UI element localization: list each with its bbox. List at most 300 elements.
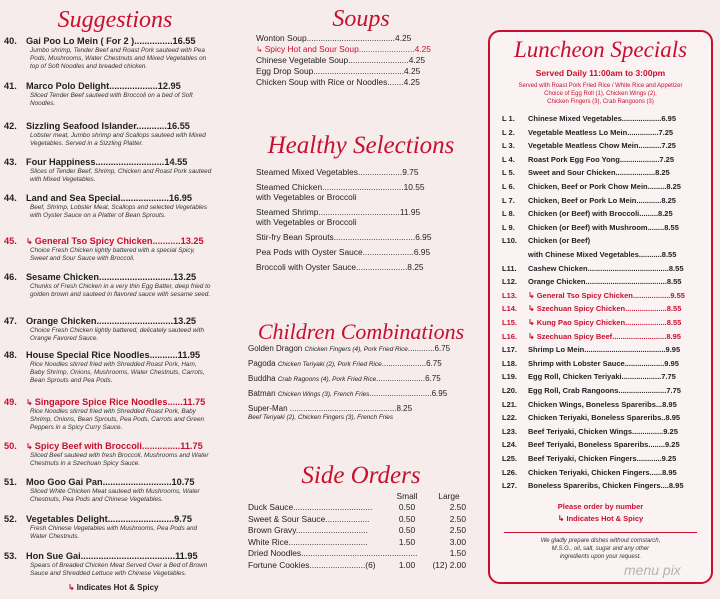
luncheon-item-price: 8.25 [661,195,676,205]
luncheon-item-number: L19. [502,372,518,382]
soup-price: 4.25 [408,55,426,65]
luncheon-item-number: L 8. [502,209,515,219]
luncheon-item-name: Shrimp with Lobster Sauce [528,358,625,368]
menu-item-dots: ..................................... [80,551,176,561]
luncheon-item-number: L 3. [502,141,515,151]
luncheon-column [484,0,720,599]
soup-item [256,55,470,65]
menu-item-name: Sizzling Seafood Islander [26,121,137,131]
menu-item-desc: Chunks of Fresh Chicken in a very thin Egg Batter, deep fried to golden brown and sauteed in flavored sauce with sesame seed. [30,283,211,298]
children-name: Golden Dragon [248,344,305,353]
menu-item-price: 10.75 [171,477,195,487]
menu-item-price: 13.25 [173,316,197,326]
healthy-name: Pea Pods with Oyster Sauce [256,247,363,257]
soup-item [256,77,470,87]
soup-item [256,44,470,55]
pepper-icon: ↳ [557,514,565,523]
menu-item-title [0,514,230,525]
luncheon-item-number: L 9. [502,222,515,232]
menu-item-title [0,121,230,132]
healthy-item [256,167,470,177]
children-item [248,404,462,414]
luncheon-item [502,386,706,396]
menu-item-number: 52. [4,514,17,524]
luncheon-item-dots: ......... [639,209,659,219]
luncheon-item [502,332,706,342]
menu-item-title [0,477,230,488]
suggestions-column [0,0,240,599]
served-hours: Served Daily 11:00am to 3:00pm [535,68,666,78]
pepper-icon: ↳ [26,237,33,246]
menu-item [0,193,230,220]
luncheon-item [502,182,706,192]
menu-item-price: 16.55 [172,36,196,46]
luncheon-item-name: Chicken, Beef or Pork Lo Mein [528,195,637,205]
luncheon-item-dots: ....................................... [584,345,666,355]
menu-item-desc: Choice Fresh Chicken lightly battered with a special Spicy, Sweet and Sour Sauce with Broccoli. [30,247,196,262]
luncheon-item [502,264,706,274]
luncheon-sub-text: with Chinese Mixed Vegetables [528,250,639,259]
children-price: 6.75 [434,344,451,353]
luncheon-item-price: 8.55 [666,277,682,287]
menu-item-name: Moo Goo Gai Pan [26,477,103,487]
healthy-item [256,207,470,217]
children-item [248,374,462,385]
menu-item-price: 16.55 [166,121,190,131]
luncheon-item-number: L12. [502,277,518,287]
healthy-name: Steamed Shrimp [256,207,319,217]
luncheon-item [502,223,706,233]
healthy-price: 11.95 [399,207,421,217]
luncheon-item-number: L24. [502,440,518,450]
menu-item-title [0,193,230,204]
luncheon-item-price: 6.95 [661,114,676,123]
side-small: 0.50 [398,525,416,535]
luncheon-item-name: Beef Teriyaki, Boneless Spareribs [528,440,649,450]
soup-name: Chinese Vegetable Soup [256,55,349,65]
menu-item-number: 50. [4,441,17,451]
menu-item-desc: Sliced White Chicken Meat sauteed with Mushrooms, Water Chestnuts, Pea Pods and Chinese Vegetables. [30,488,200,503]
children-dots: ................................................ [289,404,397,413]
middle-column [242,0,480,599]
luncheon-item-dots: ...... [649,467,663,477]
luncheon-item-number: L 5. [502,168,515,178]
menu-item-name: House Special Rice Noodles [26,350,150,360]
menu-item-name: Marco Polo Delight [26,81,110,91]
luncheon-item-name: Egg Roll, Crab Rangoons [528,386,619,395]
side-item [248,548,418,558]
healthy-item [256,232,470,242]
menu-item-dots: ............ [136,121,167,131]
soup-name: Wonton Soup [256,33,307,43]
luncheon-item-price: 8.55 [668,263,684,273]
col-large-header: Large [438,491,460,501]
children-name: Pagoda [248,359,278,368]
luncheon-hot-legend [490,514,711,523]
side-large: 3.00 [449,536,466,547]
luncheon-sub-dots: ........... [638,250,662,259]
luncheon-item-price: 8.95 [665,413,681,423]
menu-item-desc: Rice Noodles stirred fried with Shredded Roast Pork, Ham, Baby Shrimp, Onions, Mushrooms, Water Chestnuts, Carrots, Bean Sprouts and Pea Pods. [30,361,205,384]
children-item [248,344,462,355]
side-dots: ........................(6) [309,559,376,570]
luncheon-item-number: L21. [502,399,518,409]
side-small: 1.00 [398,559,416,570]
luncheon-item-dots: ........... [638,141,662,151]
luncheon-item-dots: .... [660,481,669,491]
menu-item-desc: Rice Noodles stirred fried with Shredded Roast Pork, Baby Shrimp, Onions, Bean Sprouts, Pea Pods, Carrots and Green Peppers in a Spicy Curry Sauce. [30,408,205,431]
menu-item-number: 45. [4,236,17,246]
menu-item-price: 13.25 [173,272,197,282]
menu-item [0,36,230,71]
luncheon-item-name: Vegetable Meatless Lo Mein [528,127,628,137]
luncheon-item [502,413,706,423]
luncheon-item-dots: ........ [647,222,665,232]
col-small-header: Small [396,491,418,501]
luncheon-item-price: 9.25 [663,426,678,436]
menu-item-desc: Lobster meat, Jumbo shrimp and Scallops sauteed with Mixed Vegetables. Served in a Sizzling Platter. [30,132,206,147]
luncheon-item-name: Roast Pork Egg Foo Yong [528,154,620,164]
luncheon-item-name: Beef Teriyaki, Chicken Wings [528,426,632,436]
soup-price: 4.25 [414,44,431,54]
luncheon-item-dots: .......................... [612,331,667,341]
luncheon-item-number: L13. [502,290,518,300]
pepper-icon: ↳ [528,290,535,300]
luncheon-item [502,304,706,314]
menu-item-dots: ................... [109,81,158,91]
healthy-dots: ...................... [356,262,408,272]
menu-item-name: Vegetables Delight [26,514,108,524]
luncheon-item [502,128,706,138]
healthy-name: Broccoli with Oyster Sauce [256,262,357,272]
luncheon-item-sub [502,250,706,260]
menu-item [0,236,230,263]
luncheon-item-dots: ................... [621,114,662,123]
menu-item-number: 42. [4,121,17,131]
luncheon-item-dots: .. [661,413,666,423]
menu-item-number: 51. [4,477,17,487]
side-name: White Rice [248,536,289,547]
side-large: 2.50 [449,525,466,535]
luncheon-item [502,196,706,206]
menu-item-dots: ........................... [95,157,165,167]
luncheon-note-3: Chicken Fingers (3), Crab Rangoons (3) [547,99,654,105]
menu-item-dots: .............................. [96,316,174,326]
side-large: 2.50 [449,513,466,524]
suggestions-title: Suggestions [57,7,173,33]
soup-price: 4.25 [395,33,412,43]
menu-item [0,477,230,504]
side-large: 2.50 [449,502,466,512]
luncheon-sub-price: 8.55 [661,250,677,259]
side-dots: .................................. [293,502,373,512]
menu-item-number: 46. [4,272,17,282]
luncheon-note-1: Served with Roast Pork Fried Rice / White Rice and Appetizer [518,83,683,89]
pepper-icon: ↳ [256,45,263,54]
luncheon-item-dots: ................... [619,154,660,164]
menu-item-name: General Tso Spicy Chicken [34,236,153,246]
pepper-icon: ↳ [26,442,33,451]
luncheon-item-price: 8.95 [662,399,677,409]
luncheon-item-dots: ....................................... [587,263,669,273]
healthy-name: Steamed Chicken [256,182,323,192]
menu-item-dots: ...... [167,397,183,407]
soup-name: Chicken Soup with Rice or Noodles [256,77,388,87]
luncheon-item-dots: ............... [627,127,659,137]
side-dots: ................... [325,513,370,524]
healthy-price: 10.55 [403,182,425,192]
luncheon-item-dots: ....................................... [585,277,667,287]
menu-item-desc: Slices of Tender Beef, Shrimp, Chicken and Roast Pork sauteed with Mixed Vegetables. [30,168,212,183]
luncheon-item-price: 9.55 [670,290,685,300]
healthy-item [256,247,470,257]
healthy-sub: with Vegetables or Broccoli [256,192,357,202]
luncheon-item-number: L10. [502,236,518,246]
luncheon-item-name: Shrimp Lo Mein [528,345,585,355]
luncheon-item-price: 7.25 [659,154,675,164]
luncheon-item-price: 8.55 [666,318,682,327]
menu-item-price: 11.75 [182,397,206,407]
side-item [248,560,398,570]
menu-item [0,81,230,108]
children-name: Buddha [248,374,278,383]
soup-dots: ....................................... [313,66,405,76]
menu-item-dots: ........................... [102,477,172,487]
menu-item-desc: Spears of Breaded Chicken Meat Served Over a Bed of Brown Sauce and Shredded Lettuce with Chinese Vegetables. [30,562,208,577]
side-dots: .................................................. [301,548,418,558]
luncheon-item [502,155,706,165]
side-orders-title: Side Orders [301,462,421,489]
luncheon-item-name: Chinese Mixed Vegetables [528,114,622,123]
menu-item-title [0,272,230,283]
side-name: Sweet & Sour Sauce [248,513,326,524]
side-item [248,525,398,535]
menu-item-name: Spicy Beef with Broccoli [34,441,142,451]
luncheon-item-name: General Tso Spicy Chicken [536,290,633,300]
side-item [248,502,398,512]
luncheon-item-number: L 2. [502,127,515,137]
menu-item-name: Hon Sue Gai [26,551,81,561]
healthy-name: Stir-fry Bean Sprouts [256,232,334,242]
menu-item-dots: ............... [141,441,181,451]
menu-item-dots: ................... [120,193,169,203]
luncheon-item-name: Chicken (or Beef) with Broccoli [528,209,640,219]
order-note: Please order by number [557,502,644,511]
luncheon-notes [490,82,711,106]
menu-item-number: 40. [4,36,17,46]
luncheon-item-price: 7.75 [661,372,676,382]
luncheon-item [502,236,706,246]
menu-item-dots: .......................... [107,514,175,524]
luncheon-item-price: 8.25 [658,209,673,219]
soup-dots: .......................... [348,55,409,65]
children-desc: Chicken Wings (3), French Fries [277,391,370,398]
pepper-icon: ↳ [26,398,33,407]
soup-price: 4.25 [403,77,420,87]
menu-item-desc: Fresh Chinese Vegetables with Mushrooms, Pea Pods and Water Chestnuts. [30,525,198,540]
healthy-dots: ................... [357,167,403,177]
menu-item-name: Four Happiness [26,157,96,167]
soup-name: Egg Drop Soup [256,66,314,76]
children-dots: ............ [407,344,435,353]
menu-item-number: 43. [4,157,17,167]
menu-item-title [0,441,230,452]
soup-item [256,66,470,76]
luncheon-item-number: L22. [502,413,518,423]
luncheon-item-number: L 4. [502,154,515,164]
side-name: Duck Sauce [248,502,294,512]
luncheon-item [502,481,706,491]
luncheon-item-number: L27. [502,481,518,491]
side-name: Dried Noodles [248,548,302,558]
menu-item-number: 53. [4,551,17,561]
menu-item-dots: ............... [134,36,173,46]
footer-line-1: We gladly prepare dishes without cornstarch, [540,538,661,544]
luncheon-item-name: Orange Chicken [528,277,586,287]
menu-item-price: 11.75 [180,441,203,451]
children-desc: Crab Ragoons (4), Pork Fried Rice [277,376,377,383]
healthy-dots: ................................... [333,232,416,242]
luncheon-item-name: Vegetable Meatless Chow Mein [528,141,639,151]
luncheon-item-name: Chicken Teriyaki, Boneless Spareribs [528,413,662,423]
menu-item-price: 12.95 [157,81,181,91]
luncheon-item [502,141,706,151]
luncheon-item-dots: ................... [615,168,656,178]
soup-item [256,33,470,43]
children-item [248,359,462,370]
luncheon-item-name: Beef Teriyaki, Chicken Fingers [528,454,637,463]
luncheon-item [502,318,706,328]
luncheon-item [502,468,706,478]
healthy-dots: ................................... [318,207,400,217]
luncheon-item [502,359,706,369]
footer-line-3: ingredients upon your request. [559,554,642,560]
luncheon-item-name: Chicken Teriyaki, Chicken Fingers [528,467,650,477]
menu-item-desc: Beef, Shrimp, Lobster Meat, Scallops and selected Vegetables with Oyster Sauce on a Platter of Bean Sprouts. [30,204,208,219]
luncheon-item-price: 8.55 [664,222,679,232]
children-dots: ............................ [369,389,432,398]
luncheon-item-name: Chicken Wings, Boneless Spareribs [528,399,656,409]
soup-name: Spicy Hot and Sour Soup [264,44,359,54]
menu-item-title [0,316,230,327]
luncheon-footer [490,537,711,561]
luncheon-item-number: L20. [502,386,518,395]
menu-item-name: Orange Chicken [26,316,97,326]
menu-item-title [0,397,230,408]
luncheon-item-price: 8.95 [666,331,681,341]
luncheon-item [502,291,706,301]
pepper-icon: ↳ [528,304,535,314]
luncheon-item-name: Chicken (or Beef) [528,236,591,246]
menu-item-price: 11.95 [175,551,198,561]
luncheon-item-number: L26. [502,467,518,477]
luncheon-item-price: 7.75 [666,386,681,395]
menu-item-dots: ........... [152,236,181,246]
menu-item-desc: Sliced Tender Beef sauteed with Broccoli on a bed of Soft Noodles. [30,92,193,107]
children-title: Children Combinations [257,319,465,344]
side-name: Fortune Cookies [248,559,310,570]
luncheon-item-name: Egg Roll, Chicken Teriyaki [528,372,622,382]
luncheon-item-number: L 6. [502,182,515,191]
menu-item-title [0,350,230,361]
menu-item-title [0,551,230,562]
luncheon-item-dots: ....................... [618,386,667,395]
menu-item-number: 47. [4,316,17,326]
side-large: (12) 2.00 [432,559,466,570]
luncheon-item-price: 9.25 [665,440,680,450]
menu-item-desc: Sliced Beef sauteed with fresh Broccoli, Mushrooms and Water Chestnuts in a Szechuan Spicy Sauce. [30,452,209,467]
menu-item-name: Sesame Chicken [26,272,100,282]
soup-dots: ........................ [358,44,415,54]
menu-item [0,157,230,184]
luncheon-item-name: Boneless Spareribs, Chicken Fingers [528,481,661,491]
luncheon-item-number: L15. [502,318,518,327]
luncheon-item [502,454,706,464]
luncheon-item [502,277,706,287]
hot-legend-text: Indicates Hot & Spicy [76,583,159,592]
luncheon-item [502,168,706,178]
footer-line-2: M.S.G., oil, salt, sugar and any other [551,546,650,552]
pepper-icon: ↳ [528,318,535,327]
menu-item-desc: Choice Fresh Chicken lightly battered, delicately sauteed with Orange Favored Sauce. [30,327,205,342]
menu-item-number: 41. [4,81,17,91]
children-price: 6.75 [425,374,441,383]
children-dots: .................... [381,359,427,368]
side-dots: .................................. [288,536,368,547]
menu-item-title [0,157,230,168]
luncheon-item-price: 8.95 [668,481,684,491]
children-item [248,389,462,400]
menu-item-price: 9.75 [174,514,192,524]
menu-item [0,551,230,578]
luncheon-item-price: 8.55 [666,304,682,314]
side-dots: ............................... [295,525,368,535]
soup-price: 4.25 [404,66,421,76]
healthy-price: 9.75 [402,167,419,177]
pepper-icon: ↳ [528,331,535,341]
luncheon-item-number: L16. [502,331,518,341]
luncheon-item-price: 8.95 [662,467,677,477]
menu-item [0,441,230,468]
luncheon-item-price: 8.25 [666,182,681,191]
luncheon-item-number: L23. [502,426,518,436]
healthy-price: 6.95 [413,247,431,257]
luncheon-item-dots: ... [655,399,663,409]
footer-divider [504,532,697,533]
menu-item-number: 49. [4,397,17,407]
luncheon-item-price: 9.25 [661,454,677,463]
luncheon-item-number: L25. [502,454,518,463]
luncheon-item-name: Szechuan Spicy Chicken [536,304,626,314]
luncheon-item-number: L11. [502,263,517,273]
luncheon-item-dots: ......... [647,182,667,191]
healthy-name: Steamed Mixed Vegetables [256,167,358,177]
luncheon-note-2: Choice of Egg Roll (1), Chicken Wings (2), [544,91,657,97]
menu-item [0,397,230,432]
menu-item-price: 13.25 [180,236,204,246]
luncheon-item-dots: ................... [621,372,662,382]
luncheon-item-name: Kung Pao Spicy Chicken [536,318,626,327]
menu-item-name: Singapore Spice Rice Noodles [34,397,168,407]
luncheon-item-name: Cashew Chicken [528,263,588,273]
side-name: Brown Gravy [248,525,296,535]
healthy-price: 8.25 [407,262,424,272]
luncheon-item [502,427,706,437]
children-price: 8.25 [396,404,413,413]
luncheon-item-number: L17. [502,345,518,355]
healthy-title: Healthy Selections [267,132,455,159]
soup-dots: ...................................... [306,33,396,43]
